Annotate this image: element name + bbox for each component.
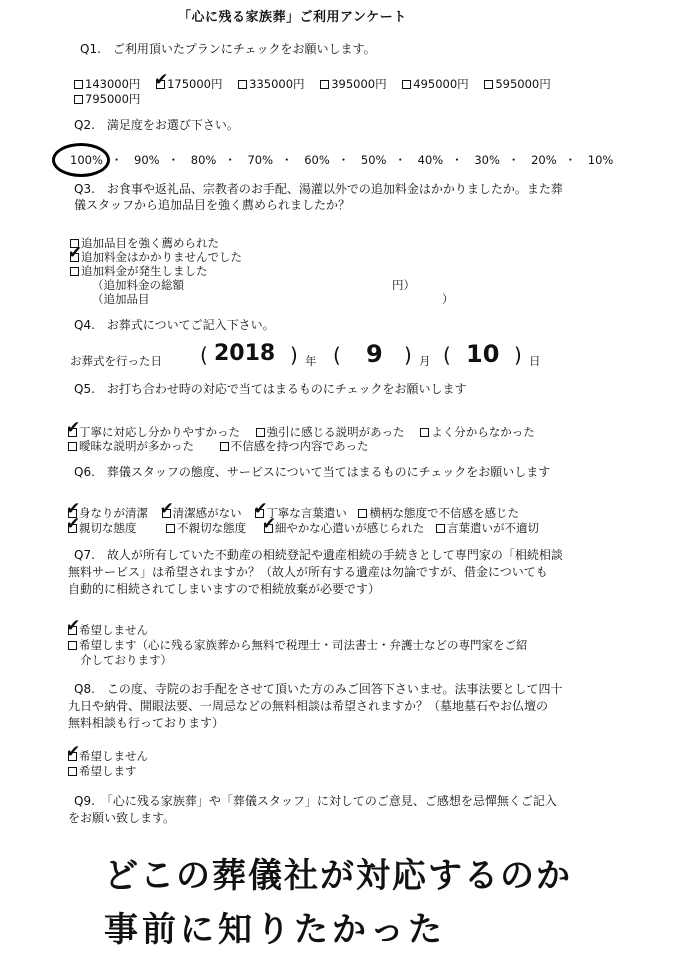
checkbox[interactable]: [68, 767, 77, 776]
q7-question-line3: 自動的に相続されてしまいますので相続放棄が必要です）: [68, 582, 381, 596]
q2-option-40[interactable]: 40%: [417, 153, 444, 167]
checkbox[interactable]: [70, 267, 79, 276]
q3-total-label: （追加料金の総額: [92, 278, 184, 292]
q7-option[interactable]: ✔ 希望しません: [66, 616, 148, 637]
q4-year-value[interactable]: 2018: [214, 341, 276, 366]
q6-row2: [66, 514, 539, 536]
paren-close: ): [514, 343, 522, 367]
checkbox[interactable]: [166, 524, 175, 533]
checkbox[interactable]: [68, 641, 77, 650]
checkbox-checked[interactable]: [68, 243, 83, 263]
q5-question: Q5. お打ち合わせ時の対応で当てはまるものにチェックをお願いします: [74, 382, 467, 396]
q5-option[interactable]: 曖昧な説明が多かった: [68, 439, 194, 453]
check-mark-icon: ✔: [159, 499, 174, 519]
q1-option-row1: [74, 70, 551, 92]
check-mark-icon: ✔: [66, 616, 81, 636]
q6-option[interactable]: ✔ 丁寧な言葉遣い: [253, 499, 347, 520]
q6-option[interactable]: 横柄な態度で不信感を感じた: [358, 506, 519, 520]
q6-option[interactable]: ✔ 細やかな心遣いが感じられた: [261, 514, 425, 535]
q3-option[interactable]: ✔ 追加料金はかかりませんでした: [68, 243, 242, 264]
check-mark-icon: ✔: [66, 418, 81, 438]
q3-total-unit: 円）: [392, 278, 415, 292]
q4-day-value[interactable]: 10: [466, 340, 500, 368]
q3-question-line1: Q3. お食事や返礼品、宗教者のお手配、湯灌以外での追加料金はかかりましたか。また葬: [74, 182, 563, 196]
checkbox-checked[interactable]: [154, 70, 169, 90]
q5-option[interactable]: よく分からなかった: [420, 425, 535, 439]
q5-row2: [68, 438, 369, 454]
q2-option-30[interactable]: 30%: [474, 153, 500, 167]
check-mark-icon: ✔: [66, 514, 81, 534]
q3-items-close: ）: [442, 292, 454, 306]
q5-option[interactable]: ✔ 丁寧に対応し分かりやすかった: [66, 418, 240, 439]
q1-option[interactable]: 595000円: [484, 77, 550, 91]
paren-close: ): [404, 343, 412, 367]
q5-option[interactable]: 強引に感じる説明があった: [256, 425, 405, 439]
checkbox[interactable]: [68, 442, 77, 451]
q6-option[interactable]: ✔ 清潔感がない: [159, 499, 242, 520]
q9-answer-line1[interactable]: どこの葬儀社が対応するのか: [104, 856, 572, 896]
checkbox[interactable]: [74, 80, 83, 89]
q4-month-unit: 月: [419, 354, 431, 368]
q8-option[interactable]: ✔ 希望しません: [66, 742, 148, 763]
q1-option[interactable]: ✔ 175000円: [154, 70, 223, 91]
check-mark-icon: ✔: [261, 514, 277, 534]
q1-question: Q1. ご利用頂いたプランにチェックをお願いします。: [80, 42, 376, 56]
checkbox[interactable]: [420, 428, 429, 437]
check-mark-icon: ✔: [66, 742, 81, 762]
checkbox[interactable]: [238, 80, 247, 89]
page-title: 「心に残る家族葬」ご利用アンケート: [178, 10, 407, 25]
checkbox-checked[interactable]: [66, 616, 81, 636]
checkbox[interactable]: [436, 524, 445, 533]
q2-option-20[interactable]: 20%: [531, 153, 557, 167]
q3-option[interactable]: 追加品目を強く薦められた: [70, 235, 219, 251]
q2-option-90[interactable]: 90%: [134, 153, 160, 167]
q7-question-line1: Q7. 故人が所有していた不動産の相続登記や遺産相続の手続きとして専門家の「相続相談: [74, 548, 563, 562]
q8-question-line3: 無料相談も行っております）: [68, 716, 225, 730]
paren-close: ): [290, 343, 298, 367]
q9-answer-line2[interactable]: 事前に知りたかった: [104, 910, 446, 950]
check-mark-icon: ✔: [68, 243, 83, 263]
paren-open: (: [443, 343, 451, 367]
q2-question: Q2. 満足度をお選び下さい。: [74, 118, 239, 132]
q6-row1: [66, 499, 519, 521]
checkbox-checked[interactable]: [261, 514, 277, 534]
check-mark-icon: ✔: [66, 499, 81, 519]
check-mark-icon: ✔: [154, 70, 169, 90]
checkbox-checked[interactable]: [66, 514, 81, 534]
q7-option-cont: 介しております）: [80, 653, 172, 667]
q6-option[interactable]: ✔ 親切な態度: [66, 514, 137, 535]
checkbox[interactable]: [220, 442, 229, 451]
checkbox-checked[interactable]: [66, 742, 81, 762]
q9-question-line1: Q9. 「心に残る家族葬」や「葬儀スタッフ」に対してのご意見、ご感想を忌憚無くご記入: [74, 794, 557, 808]
check-mark-icon: ✔: [253, 499, 268, 519]
q1-option[interactable]: 335000円: [238, 77, 304, 91]
q8-option[interactable]: 希望します: [68, 763, 137, 779]
q4-year-unit: 年: [305, 354, 317, 368]
q3-option[interactable]: 追加料金が発生しました: [70, 263, 208, 279]
checkbox[interactable]: [320, 80, 329, 89]
q6-option[interactable]: ✔ 身なりが清潔: [66, 499, 148, 520]
q4-month-value[interactable]: 9: [366, 340, 383, 368]
q1-option[interactable]: 143000円: [74, 77, 140, 91]
q1-option[interactable]: 495000円: [402, 77, 468, 91]
paren-open: (: [333, 343, 341, 367]
q3-items-label: （追加品目: [92, 292, 150, 306]
q2-option-50[interactable]: 50%: [360, 153, 387, 167]
q5-option[interactable]: 不信感を持つ内容であった: [220, 439, 369, 453]
q4-day-unit: 日: [529, 354, 541, 368]
q1-option[interactable]: 395000円: [320, 77, 386, 91]
checkbox[interactable]: [74, 95, 83, 104]
checkbox[interactable]: [256, 428, 265, 437]
q6-option[interactable]: 不親切な態度: [166, 521, 246, 535]
paren-open: (: [200, 343, 208, 367]
q4-question: Q4. お葬式についてご記入下さい。: [74, 318, 275, 332]
q2-option-100[interactable]: 100%: [70, 153, 103, 167]
q4-date-label: お葬式を行った日: [70, 354, 162, 368]
q7-question-line2: 無料サービス」は希望されますか？（故人が所有する遺産は勿論ですが、借金についても: [68, 565, 548, 579]
q6-option[interactable]: 言葉遣いが不適切: [436, 521, 539, 535]
q7-option[interactable]: 希望します（心に残る家族葬から無料で税理士・司法書士・弁護士などの専門家をご紹: [68, 637, 528, 653]
checkbox[interactable]: [358, 509, 367, 518]
q2-option-10[interactable]: 10%: [587, 153, 614, 167]
q2-option-70[interactable]: 70%: [247, 153, 274, 167]
q8-question-line1: Q8. この度、寺院のお手配をさせて頂いた方のみご回答下さいませ。法事法要として四十: [74, 682, 563, 696]
q2-option-60[interactable]: 60%: [304, 153, 330, 167]
q8-question-line2: 九日や納骨、開眼法要、一周忌などの無料相談は希望されますか？（墓地墓石やお仏壇の: [68, 699, 549, 713]
q3-question-line2: 儀スタッフから追加品目を強く薦められましたか？: [74, 198, 351, 212]
checkbox-checked[interactable]: [66, 418, 81, 438]
checkbox[interactable]: [484, 80, 493, 89]
checkbox[interactable]: [402, 80, 411, 89]
q2-option-80[interactable]: 80%: [190, 153, 217, 167]
q1-option[interactable]: 795000円: [74, 91, 140, 107]
q9-question-line2: をお願い致します。: [68, 811, 176, 825]
q2-scale: 100% ・ 90% ・ 80% ・ 70% ・ 60% ・ 50% ・ 40% ・ 30% ・ 20% ・ 10%: [70, 153, 614, 167]
q6-question: Q6. 葬儀スタッフの態度、サービスについて当てはまるものにチェックをお願いします: [74, 465, 551, 479]
checkbox-checked[interactable]: [159, 499, 174, 519]
